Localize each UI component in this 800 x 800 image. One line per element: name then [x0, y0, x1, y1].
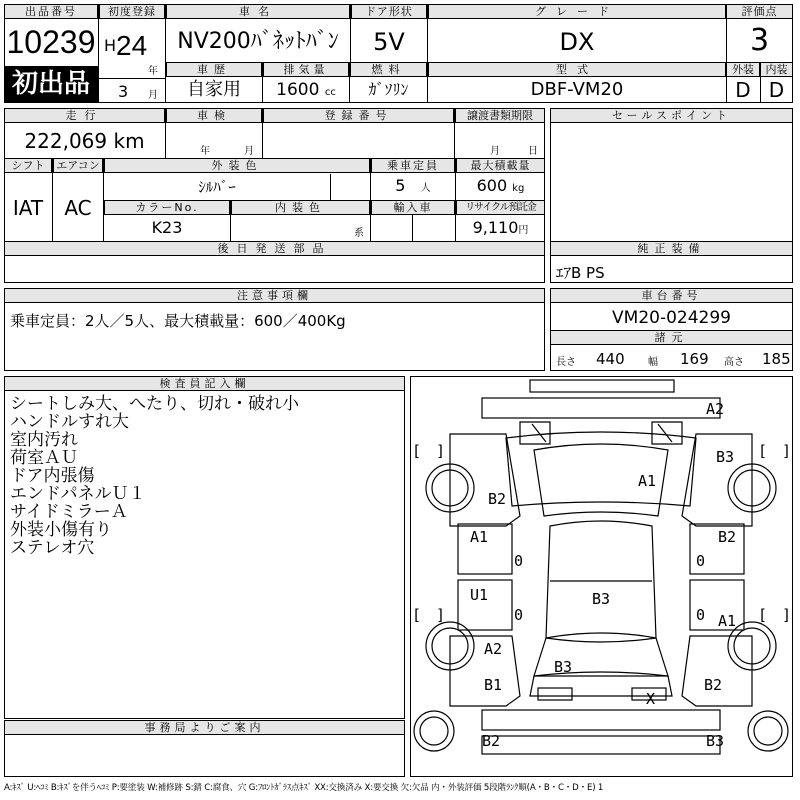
- history: 自家用: [187, 79, 241, 100]
- damage-mark: A1: [638, 472, 657, 490]
- chassis-label: 車台番号: [550, 288, 793, 303]
- height: 185: [762, 350, 791, 368]
- inspector-label: 検査員記入欄: [4, 376, 405, 391]
- grade-label: グレード: [428, 4, 726, 19]
- note-line: ハンドルすれ大: [10, 412, 129, 432]
- color-number-label: カラーNo.: [104, 200, 230, 215]
- later-parts-label: 後日発送部品: [4, 241, 545, 256]
- first-listing-badge: 初出品: [4, 66, 98, 103]
- lot-label: 出品番号: [4, 4, 98, 19]
- fuel-label: 燃料: [350, 62, 427, 77]
- note-line: 外装小傷有り: [10, 520, 112, 540]
- note-line: 荷室ＡＵ: [10, 448, 78, 468]
- office-label: 事務局よりご案内: [4, 720, 405, 735]
- color-number: K23: [151, 218, 183, 237]
- model-code: DBF-VM20: [530, 79, 624, 100]
- damage-mark: B3: [706, 732, 725, 750]
- displacement: 1600 cc: [276, 80, 336, 100]
- score: 3: [749, 23, 770, 58]
- damage-mark: B2: [488, 490, 507, 508]
- import-label: 輸入車: [371, 200, 455, 215]
- first-registration-label: 初度登録: [99, 4, 165, 19]
- recycle-deposit: 9,110円: [472, 218, 529, 237]
- car-name: NV200ﾊﾞﾈｯﾄﾊﾞﾝ: [177, 29, 339, 54]
- van-outline-diagram: [410, 376, 793, 777]
- car-name-label: 車名: [166, 4, 350, 19]
- caution-text: 乗車定員：2人／5人、最大積載量：600／400Kg: [10, 312, 346, 330]
- damage-mark: X: [646, 690, 656, 708]
- shift: IAT: [12, 196, 44, 220]
- shift-label: シフト: [4, 158, 52, 173]
- damage-mark: B2: [482, 732, 501, 750]
- score-label: 評価点: [726, 4, 793, 19]
- legend: A:ｷｽﾞ U:ﾍｺﾐ B:ｷｽﾞを伴うﾍｺﾐ P:要塗装 W:補修跡 S:錆 C:腐食、穴 G:ﾌﾛﾝﾄｶﾞﾗｽ点ｷｽﾞ XX:交換済み X:要交換 欠:欠品 内・外装評価 5段階ﾗﾝｸ順(A・B・C・D・E) 1: [4, 783, 604, 793]
- damage-mark: B2: [718, 528, 737, 546]
- exterior-label: 外装: [726, 62, 760, 77]
- inspector-notes: [10, 395, 299, 557]
- damage-mark: B3: [716, 448, 735, 466]
- reg-month: 3: [118, 82, 129, 101]
- note-line: サイドミラーＡ: [10, 502, 128, 522]
- interior-label: 内装: [760, 62, 793, 77]
- damage-mark: B1: [484, 676, 503, 694]
- door-label: ドア形状: [351, 4, 427, 19]
- damage-mark: B2: [704, 676, 723, 694]
- transfer-deadline-label: 譲渡書類期限: [455, 108, 545, 123]
- sales-block: [550, 108, 793, 283]
- max-load: 600 kg: [476, 176, 525, 195]
- damage-mark: B3: [554, 658, 573, 676]
- exterior-color-label: 外装色: [104, 158, 370, 173]
- mileage: 222,069 km: [24, 129, 145, 153]
- damage-mark: U1: [470, 586, 489, 604]
- interior-grade: D: [768, 78, 785, 102]
- dimensions-label: 諸元: [550, 330, 793, 345]
- model-label: 型式: [428, 62, 726, 77]
- capacity: 5 人: [395, 176, 431, 195]
- capacity-label: 乗車定員: [371, 158, 455, 173]
- recycle-label: リサイクル預託金: [456, 200, 545, 215]
- damage-mark: A2: [706, 400, 725, 418]
- chassis-number: VM20-024299: [612, 308, 731, 328]
- width: 169: [680, 350, 709, 368]
- aircon-label: エアコン: [53, 158, 103, 173]
- era: H: [104, 36, 117, 55]
- damage-mark: A2: [484, 640, 503, 658]
- fuel: ｶﾞｿﾘﾝ: [368, 80, 409, 99]
- length: 440: [596, 350, 625, 368]
- interior-color-label: 内装色: [231, 200, 370, 215]
- damage-mark: B3: [592, 590, 611, 608]
- note-line: ドア内張傷: [10, 466, 95, 486]
- displacement-label: 排気量: [263, 62, 349, 77]
- registration-number-label: 登録番号: [263, 108, 454, 123]
- lot-number: 10239: [6, 24, 96, 60]
- equipment: ｴｱB PS: [556, 264, 605, 282]
- caution-label: 注意事項欄: [4, 288, 545, 303]
- history-label: 車歴: [166, 62, 262, 77]
- door-shape: 5V: [373, 28, 405, 56]
- equipment-label: 純正装備: [550, 241, 793, 256]
- inspection-label: 車検: [166, 108, 262, 123]
- sales-point-label: セールスポイント: [550, 108, 793, 123]
- damage-mark: A1: [718, 612, 737, 630]
- exterior-color: ｼﾙﾊﾞｰ: [198, 178, 236, 196]
- exterior-grade: D: [735, 78, 751, 102]
- grade: DX: [559, 28, 595, 56]
- note-line: エンドパネルＵ１: [10, 484, 146, 504]
- aircon: AC: [64, 196, 92, 220]
- max-load-label: 最大積載量: [456, 158, 545, 173]
- damage-mark: A1: [470, 528, 489, 546]
- note-line: シートしみ大、へたり、切れ・破れ小: [10, 394, 299, 414]
- note-line: ステレオ穴: [10, 538, 95, 558]
- reg-year: 24: [116, 30, 148, 61]
- mileage-label: 走行: [4, 108, 165, 123]
- note-line: 室内汚れ: [10, 430, 78, 450]
